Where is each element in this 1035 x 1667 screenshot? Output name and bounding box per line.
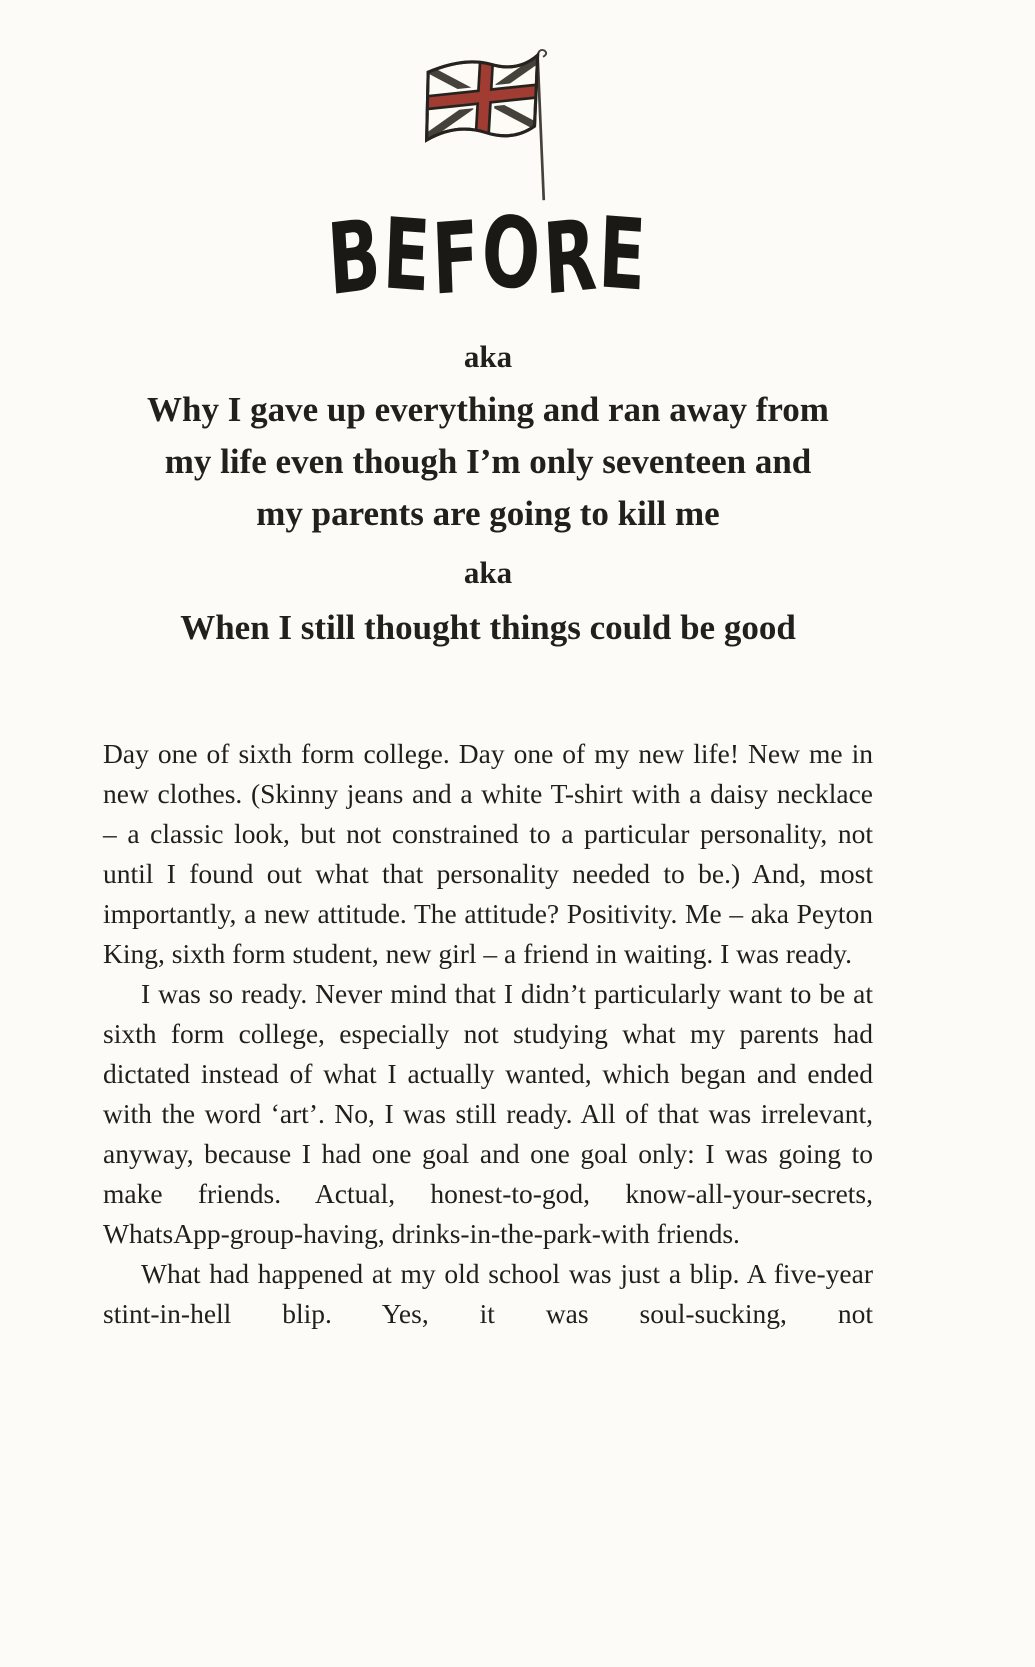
paragraph-1: Day one of sixth form college. Day one of my new life! New me in new clothes. (Skinny jeans and a white T-shirt with a daisy necklace – a classic look, but not constrained to a particular personality, not until I found out what that personality needed to be.) And, most importantly, a new attitude. The attitude? Positivity. Me – aka Peyton King, sixth form student, new girl – a friend in waiting. I was ready. [103, 738, 873, 969]
subtitle-line: my life even though I’m only seventeen and [164, 442, 812, 481]
subtitle-line: my parents are going to kill me [256, 494, 720, 533]
aka-label-mid: aka [463, 555, 513, 590]
flag-pole [538, 55, 544, 200]
paragraph-2: I was so ready. Never mind that I didn’t particularly want to be at sixth form college, especially not studying what my parents had dictated instead of what I actually wanted, which began and ended with the word ‘art’. No, I was still ready. All of that was irrelevant, anyway, because I had one goal and one goal only: I was going to make friends. Actual, honest-to-god, know-all-your-secrets, WhatsApp-group-having, drinks-in-the-park-with friends. [103, 978, 873, 1249]
title-letter: O [479, 194, 546, 314]
chapter-subtitle-2: When I still thought things could be good [180, 608, 796, 647]
chapter-title [219, 194, 758, 319]
title-letter: F [430, 200, 485, 318]
body-text [103, 734, 873, 1334]
paragraph-3: What had happened at my old school was just a blip. A five-year stint-in-hell blip. Yes, it was soul-sucking, not [103, 1258, 873, 1329]
title-letter: B [324, 197, 387, 319]
title-letter: R [540, 198, 602, 318]
subtitle-line: Why I gave up everything and ran away from [147, 390, 829, 429]
title-letter: E [596, 196, 651, 314]
union-jack-flag-svg [422, 46, 553, 204]
title-letter: E [380, 197, 435, 315]
union-jack-flag-icon [103, 0, 873, 204]
aka-label-top: aka [463, 339, 513, 374]
page-content [103, 0, 873, 1334]
chapter-subtitle-1 [103, 384, 873, 540]
